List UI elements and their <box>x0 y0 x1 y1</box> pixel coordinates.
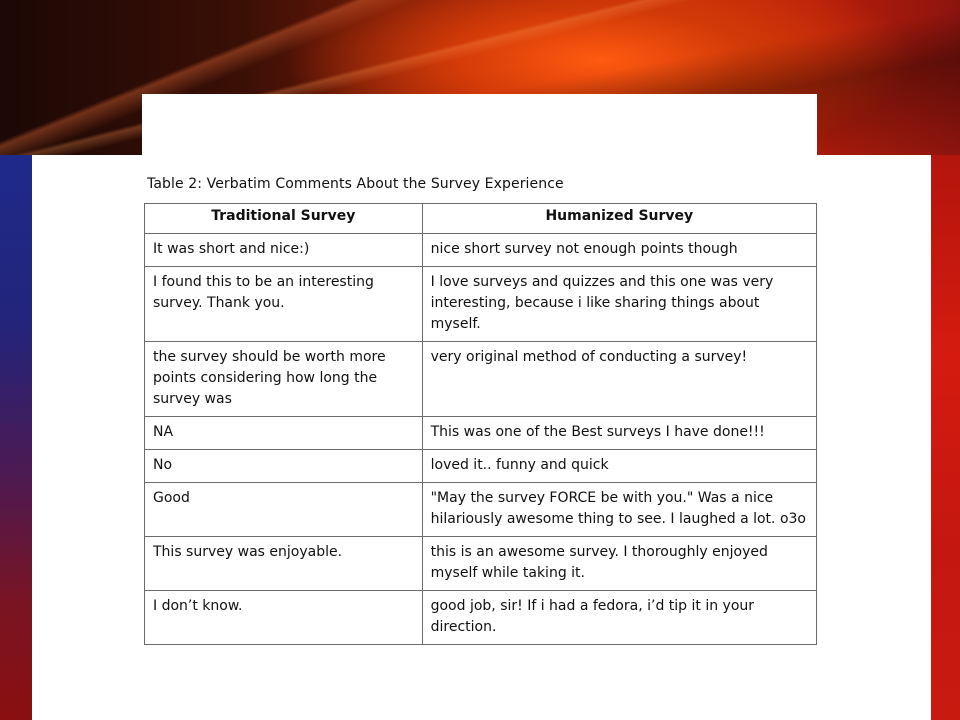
humanized-comment: very original method of conducting a survey! <box>422 342 816 417</box>
traditional-comment: NA <box>145 417 423 450</box>
traditional-comment: This survey was enjoyable. <box>145 537 423 591</box>
table-row <box>145 591 817 645</box>
traditional-comment: No <box>145 450 423 483</box>
slide-right-border <box>931 155 960 720</box>
humanized-comment: this is an awesome survey. I thoroughly enjoyed myself while taking it. <box>422 537 816 591</box>
humanized-comment: "May the survey FORCE be with you." Was a nice hilariously awesome thing to see. I laughed a lot. o3o <box>422 483 816 537</box>
traditional-comment: It was short and nice:) <box>145 234 423 267</box>
humanized-comment: I love surveys and quizzes and this one was very interesting, because i like sharing things about myself. <box>422 267 816 342</box>
comments-table <box>144 203 817 645</box>
slide-left-border <box>0 155 32 720</box>
traditional-comment: I don’t know. <box>145 591 423 645</box>
humanized-comment: nice short survey not enough points though <box>422 234 816 267</box>
table-row <box>145 417 817 450</box>
table-row <box>145 267 817 342</box>
traditional-comment: Good <box>145 483 423 537</box>
header-traditional-survey: Traditional Survey <box>145 204 423 234</box>
table-row <box>145 483 817 537</box>
traditional-comment: I found this to be an interesting survey. Thank you. <box>145 267 423 342</box>
table-row <box>145 537 817 591</box>
humanized-comment: This was one of the Best surveys I have done!!! <box>422 417 816 450</box>
traditional-comment: the survey should be worth more points considering how long the survey was <box>145 342 423 417</box>
table-header-row <box>145 204 817 234</box>
humanized-comment: good job, sir! If i had a fedora, i’d tip it in your direction. <box>422 591 816 645</box>
table-row <box>145 450 817 483</box>
table-caption: Table 2: Verbatim Comments About the Survey Experience <box>147 176 564 192</box>
table-row <box>145 342 817 417</box>
header-humanized-survey: Humanized Survey <box>422 204 816 234</box>
humanized-comment: loved it.. funny and quick <box>422 450 816 483</box>
table-row <box>145 234 817 267</box>
